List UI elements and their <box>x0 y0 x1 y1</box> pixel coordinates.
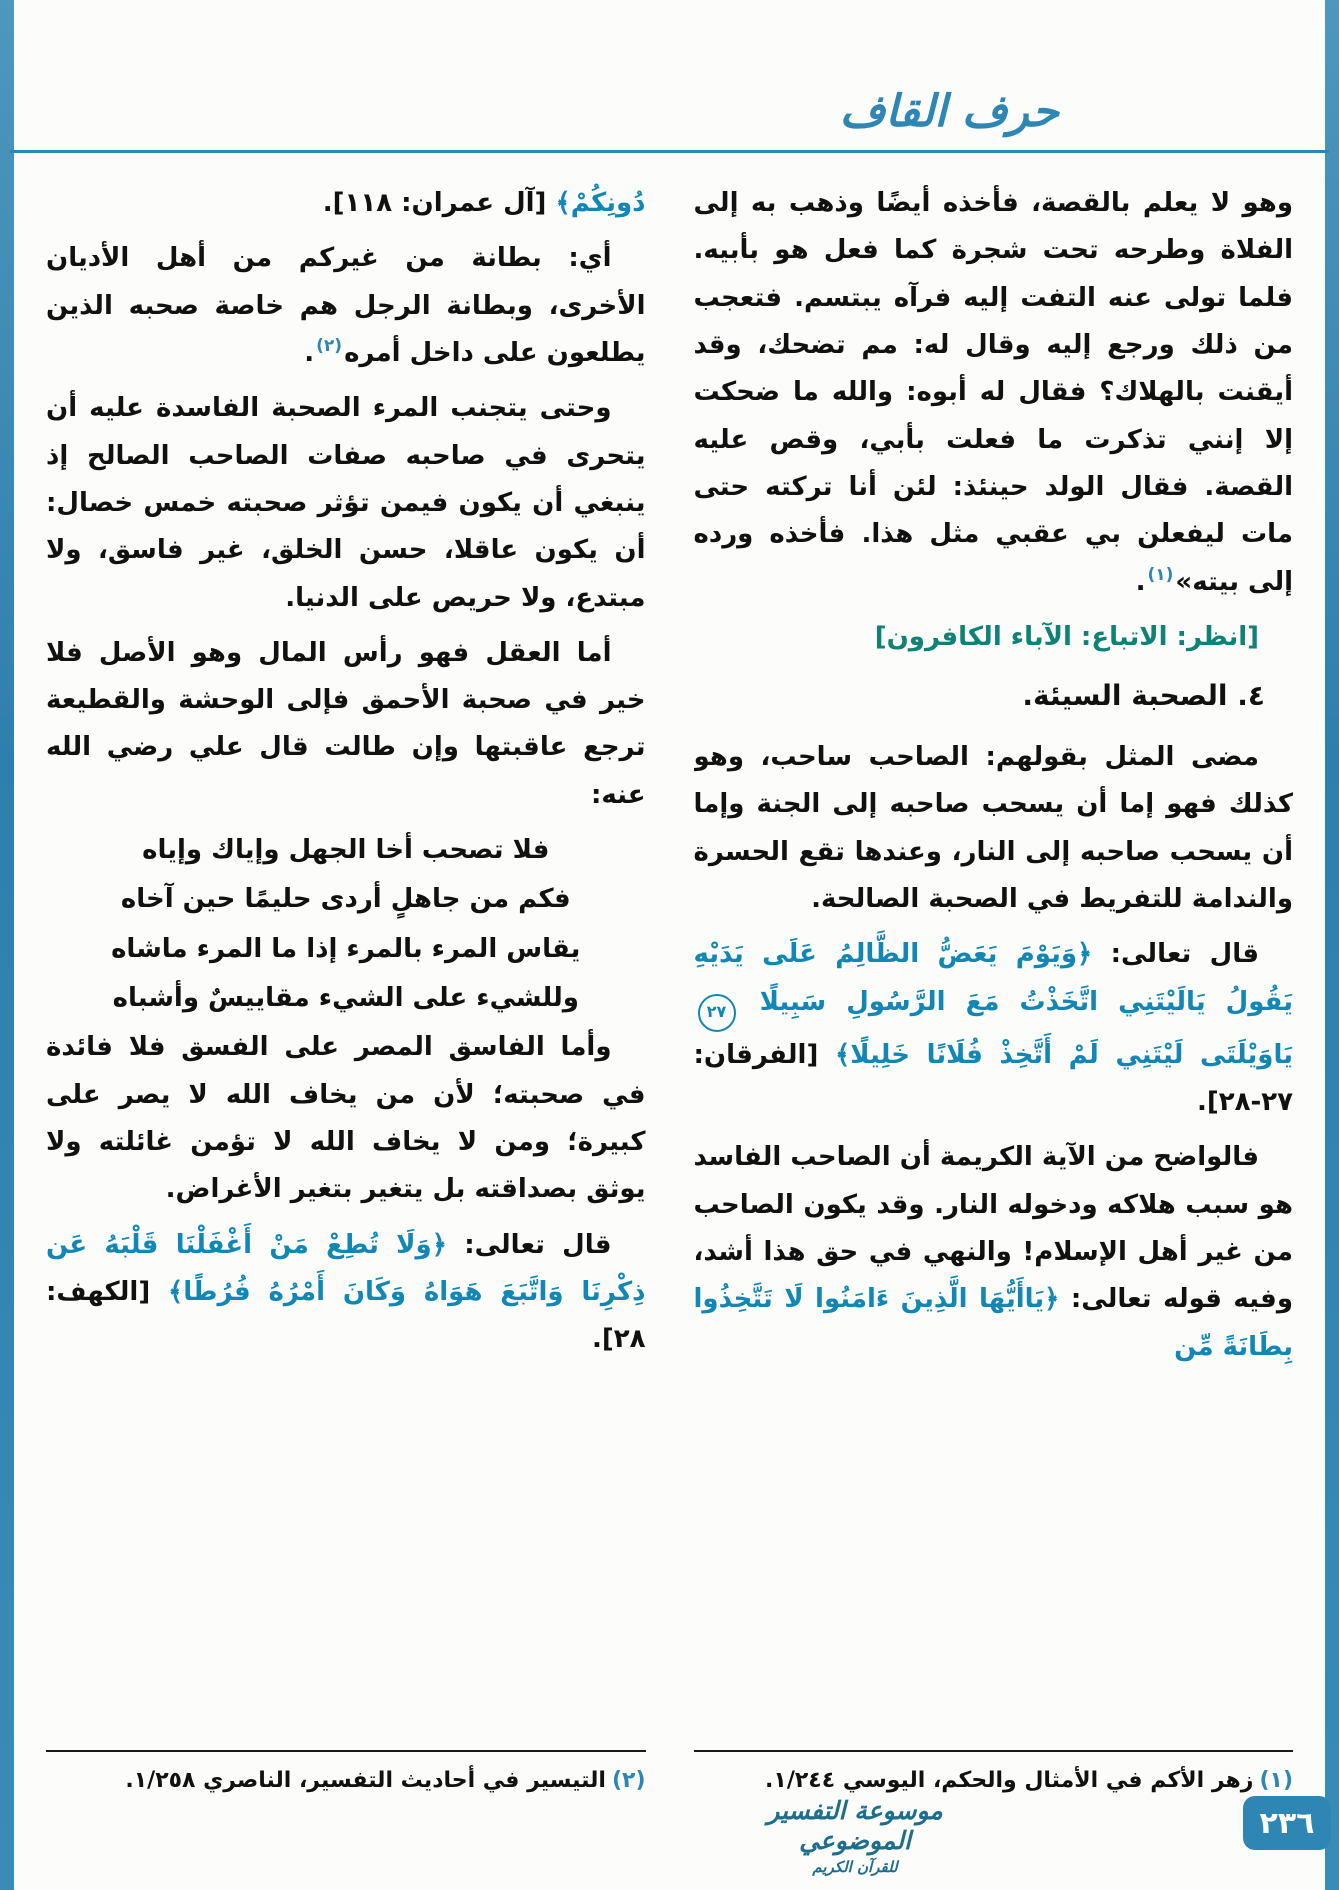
paragraph-proverb: مضى المثل بقولهم: الصاحب ساحب، وهو كذلك فهو إما أن يسحب صاحبه إلى الجنة وإما أن يسحب صاحبه إلى النار، وعندها تقع الحسرة والندامة للتفريط في الصحبة الصالحة. <box>693 742 1293 915</box>
footnote-2 <box>46 1750 646 1799</box>
quran-text: ﴿وَيَوْمَ يَعَضُّ الظَّالِمُ عَلَى يَدَيْهِ يَقُولُ يَالَيْتَنِي اتَّخَذْتُ مَعَ الرَّسُولِ سَبِيلًا <box>693 939 1293 1017</box>
story-tail: . <box>1135 566 1146 597</box>
ayah-number: ٢٧ <box>698 994 736 1032</box>
page-number-badge: ٢٣٦ <box>1243 1796 1331 1850</box>
right-column <box>694 180 1294 1742</box>
quote-intro: قال تعالى: <box>1110 939 1259 970</box>
quran-quote-furqan <box>694 931 1294 1126</box>
poetry-line: يقاس المرء بالمرء إذا ما المرء ماشاه <box>111 933 581 964</box>
footnote-text: زهر الأكم في الأمثال والحكم، اليوسي ١/٢٤٤. <box>765 1768 1254 1793</box>
poetry-line: وللشيء على الشيء مقاييسٌ وأشباه <box>112 983 579 1013</box>
quran-text: يَاوَيْلَتَى لَيْتَنِي لَمْ أَتَّخِذْ فُلَانًا خَلِيلًا﴾ <box>835 1039 1293 1070</box>
header-rule <box>10 150 1329 153</box>
footnote-marker: (١) <box>1259 1768 1293 1793</box>
left-column <box>46 180 646 1742</box>
poetry-line: فلا تصحب أخا الجهل وإياك وإياه <box>142 835 550 866</box>
story-text: وهو لا يعلم بالقصة، فأخذه أيضًا وذهب به إلى الفلاة وطرحه تحت شجرة كما فعل هو بأبيه. فلما تولى عنه التفت إليه فرآه يبتسم. فتعجب من ذلك ورجع إليه وقال له: مم تضحك، وقد أيقنت بالهلاك؟ فقال له أبوه: والله ما ضحكت إلا إنني تذكرت ما فعلت بأبي، وقص عليه القصة. فقال الولد حينئذ: لئن أنا تركته حتى مات ليفعلن بي عقبي مثل هذا. فأخذه ورده إلى بيته» <box>693 188 1293 597</box>
commentary-text: فالواضح من الآية الكريمة أن الصاحب الفاسد هو سبب هلاكه ودخوله النار. وقد يكون الصاحب من غير أهل الإسلام! والنهي في حق هذا أشد، وفيه قوله تعالى: <box>693 1142 1293 1315</box>
quran-text: ﴿وَلَا تُطِعْ مَنْ أَغْفَلْنَا قَلْبَهُ عَن ذِكْرِنَا وَاتَّبَعَ هَوَاهُ وَكَانَ أَمْرُهُ فُرُطًا﴾ <box>46 1229 646 1307</box>
quran-reference: [آل عمران: ١١٨]. <box>322 188 547 218</box>
footnote-ref-1: (١) <box>1147 564 1174 585</box>
left-border-bar <box>0 0 14 1890</box>
footnotes <box>46 1750 1293 1799</box>
right-border-bar <box>1325 0 1339 1890</box>
poetry-line: فكم من جاهلٍ أردى حليمًا حين آخاه <box>120 884 571 915</box>
quran-reference: [الكهف: ٢٨]. <box>46 1276 646 1355</box>
quran-quote-imran-continuation <box>46 180 646 227</box>
footnote-ref-2: (٢) <box>316 336 343 357</box>
explanation-text: أي: بطانة من غيركم من أهل الأديان الأخرى، وبطانة الرجل هم خاصة صحبه الذين يطلعون على داخل أمره <box>46 243 646 368</box>
quran-quote-kahf <box>46 1222 646 1364</box>
quran-text: دُونِكُمْ﴾ <box>555 188 646 218</box>
text-columns <box>46 180 1293 1742</box>
footnote-marker: (٢) <box>611 1768 646 1793</box>
paragraph-explanation <box>46 235 646 377</box>
paragraph-advice: وحتى يتجنب المرء الصحبة الفاسدة عليه أن يتحرى في صاحبه صفات الصاحب الصالح إذ ينبغي أن يكون فيمن تؤثر صحبته خمس خصال: أن يكون عاقلا، حسن الخلق، غير فاسق، ولا مبتدع، ولا حريص على الدنيا. <box>46 393 646 613</box>
chapter-title: حرف القاف <box>839 86 1059 137</box>
section-heading: ٤. الصحبة السيئة. <box>1022 679 1265 713</box>
footnote-1 <box>694 1750 1294 1799</box>
paragraph-commentary <box>694 1134 1294 1371</box>
quran-reference: [الفرقان: ٢٧-٢٨]. <box>693 1039 1293 1117</box>
quote-intro: قال تعالى: <box>464 1229 612 1260</box>
paragraph-fasiq: وأما الفاسق المصر على الفسق فلا فائدة في صحبته؛ لأن من يخاف الله لا يصر على كبيرة؛ ومن لا يخاف الله لا تؤمن غائلته ولا يوثق بصداقته بل يتغير بتغير الأغراض. <box>46 1032 646 1205</box>
story-paragraph <box>694 180 1294 606</box>
footnote-text: التيسير في أحاديث التفسير، الناصري ١/٢٥٨. <box>125 1768 606 1793</box>
publisher-logo <box>735 1796 975 1876</box>
quran-text: ﴿يَاأَيُّهَا الَّذِينَ ءَامَنُوا لَا تَتَّخِذُوا بِطَانَةً مِّن <box>693 1284 1293 1362</box>
publisher-logo-subtitle: للقرآن الكريم <box>812 1858 898 1876</box>
explanation-tail: . <box>304 337 315 368</box>
cross-reference-note: [انظر: الاتباع: الآباء الكافرون] <box>874 621 1259 652</box>
paragraph-reason: أما العقل فهو رأس المال وهو الأصل فلا خير في صحبة الأحمق فإلى الوحشة والقطيعة ترجع عاقبتها وإن طالت قال علي رضي الله عنه: <box>46 637 646 810</box>
publisher-logo-title: موسوعة التفسير الموضوعي <box>767 1796 943 1855</box>
